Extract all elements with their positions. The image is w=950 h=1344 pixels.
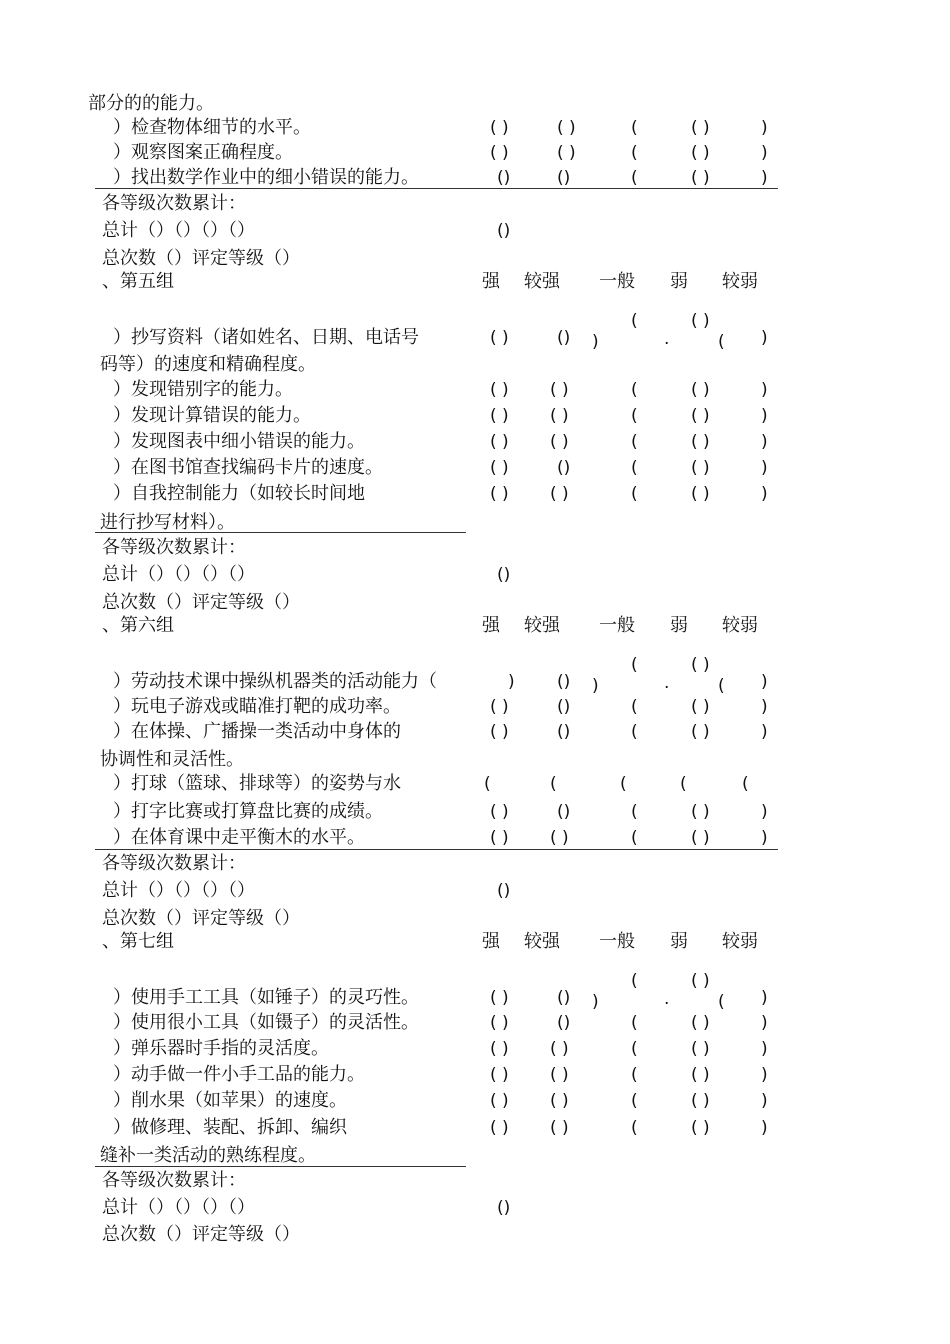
rating-mark: ) xyxy=(761,828,768,848)
rating-mark: ) xyxy=(761,458,768,478)
rating-mark: ( ) xyxy=(490,380,509,400)
total-mark: () xyxy=(497,881,511,901)
item-label: ）做修理、装配、拆卸、编织 xyxy=(113,1117,347,1138)
column-header-weak: 弱 xyxy=(670,615,688,636)
rating-mark: ( xyxy=(631,118,638,138)
rating-mark: ( xyxy=(631,802,638,822)
column-header-average: 一般 xyxy=(599,931,635,952)
rating-mark: ( xyxy=(631,1013,638,1033)
rating-mark: () xyxy=(557,802,571,822)
rating-mark: ( ) xyxy=(550,1065,569,1085)
rating-mark: ( xyxy=(631,722,638,742)
rating-mark: ( xyxy=(631,971,638,991)
item-label: ）发现错别字的能力。 xyxy=(113,379,293,400)
rating-mark: ( ) xyxy=(691,1091,710,1111)
rating-mark: ( ) xyxy=(557,118,576,138)
column-header-fairly-weak: 较弱 xyxy=(722,615,758,636)
rating-mark: ( ) xyxy=(550,1118,569,1138)
rating-mark: ( ) xyxy=(490,406,509,426)
rating-mark: () xyxy=(557,722,571,742)
rating-mark: ( ) xyxy=(490,988,509,1008)
rating-mark: ( ) xyxy=(490,1039,509,1059)
rating-mark: . xyxy=(664,989,670,1009)
rating-mark: ( ) xyxy=(691,1039,710,1059)
rating-mark: ) xyxy=(761,1065,768,1085)
item-label: ）玩电子游戏或瞄准打靶的成功率。 xyxy=(113,696,401,717)
total-mark: () xyxy=(497,565,511,585)
rating-mark: ) xyxy=(761,697,768,717)
rating-mark: ( ) xyxy=(691,828,710,848)
rating-mark: ( ) xyxy=(490,828,509,848)
rating-mark: ( xyxy=(620,774,627,794)
rating-mark: ( ) xyxy=(490,1065,509,1085)
column-header-strong: 强 xyxy=(482,271,500,292)
rating-mark: ( xyxy=(631,143,638,163)
column-header-strong: 强 xyxy=(482,615,500,636)
rating-mark: ( ) xyxy=(691,406,710,426)
rating-mark: ( xyxy=(631,432,638,452)
rating-mark: ( ) xyxy=(691,311,710,331)
cumulative-label: 各等级次数累计： xyxy=(102,537,246,558)
rating-mark: () xyxy=(557,988,571,1008)
rating-mark: ) xyxy=(761,406,768,426)
rating-mark: ( ) xyxy=(557,143,576,163)
column-header-weak: 弱 xyxy=(670,271,688,292)
column-header-strong: 强 xyxy=(482,931,500,952)
group-title: 、第五组 xyxy=(102,271,174,292)
rating-mark: ( xyxy=(631,697,638,717)
rating-mark: ( ) xyxy=(691,432,710,452)
column-header-average: 一般 xyxy=(599,615,635,636)
rating-mark: ( ) xyxy=(490,802,509,822)
rating-mark: ) xyxy=(508,672,515,692)
rating-mark: ( ) xyxy=(691,484,710,504)
rating-mark: ) xyxy=(761,1039,768,1059)
rating-mark: ( xyxy=(631,1039,638,1059)
rating-mark: ( ) xyxy=(550,432,569,452)
rating-mark: ( xyxy=(631,1118,638,1138)
group-title: 、第六组 xyxy=(102,615,174,636)
item-label: ）在图书馆查找编码卡片的速度。 xyxy=(113,457,383,478)
divider-line xyxy=(95,532,466,533)
rating-mark: () xyxy=(557,1013,571,1033)
total-mark: () xyxy=(497,1198,511,1218)
rating-mark: ) xyxy=(761,1118,768,1138)
cumulative-label: 各等级次数累计： xyxy=(102,193,246,214)
column-header-fairly-strong: 较强 xyxy=(524,615,560,636)
rating-mark: ( xyxy=(631,655,638,675)
rating-mark: ( xyxy=(550,774,557,794)
total-mark: () xyxy=(497,221,511,241)
column-header-weak: 弱 xyxy=(670,931,688,952)
group-title: 、第七组 xyxy=(102,931,174,952)
rating-mark: ( xyxy=(484,774,491,794)
column-header-fairly-weak: 较弱 xyxy=(722,271,758,292)
item-label: ）检查物体细节的水平。 xyxy=(113,117,311,138)
rating-mark: ) xyxy=(761,328,768,348)
rating-mark: () xyxy=(557,168,571,188)
rating-mark: ( xyxy=(631,1091,638,1111)
item-label: ）使用手工工具（如锤子）的灵巧性。 xyxy=(113,987,419,1008)
total-line: 总计（）（）（）（） xyxy=(102,220,255,241)
total-line: 总计（）（）（）（） xyxy=(102,880,255,901)
rating-mark: ( ) xyxy=(691,1118,710,1138)
column-header-fairly-weak: 较弱 xyxy=(722,931,758,952)
rating-mark: ) xyxy=(761,1013,768,1033)
rating-mark: () xyxy=(557,328,571,348)
rating-mark: ( xyxy=(718,992,725,1012)
item-label: ）在体育课中走平衡木的水平。 xyxy=(113,827,365,848)
rating-mark: ( ) xyxy=(691,655,710,675)
item-label: ）动手做一件小手工品的能力。 xyxy=(113,1064,365,1085)
rating-mark: ( ) xyxy=(691,1065,710,1085)
rating-mark: ( ) xyxy=(691,458,710,478)
rating-mark: ( ) xyxy=(691,802,710,822)
rating-mark: ( ) xyxy=(490,697,509,717)
item-label-continued: 进行抄写材料）。 xyxy=(100,512,235,533)
rating-mark: ( xyxy=(631,458,638,478)
rating-mark: ( ) xyxy=(490,432,509,452)
rating-mark: ) xyxy=(761,143,768,163)
rating-mark: ( ) xyxy=(550,828,569,848)
rating-mark: ( ) xyxy=(691,971,710,991)
rating-mark: ( ) xyxy=(691,168,710,188)
rating-mark: () xyxy=(497,168,511,188)
divider-line xyxy=(95,188,778,189)
rating-mark: ( ) xyxy=(550,406,569,426)
rating-mark: ( ) xyxy=(691,1013,710,1033)
rating-mark: ) xyxy=(761,380,768,400)
rating-mark: ( xyxy=(631,380,638,400)
column-header-fairly-strong: 较强 xyxy=(524,931,560,952)
item-label-continued: 协调性和灵活性。 xyxy=(100,749,244,770)
item-label: ）发现计算错误的能力。 xyxy=(113,405,311,426)
item-label: ）打字比赛或打算盘比赛的成绩。 xyxy=(113,801,383,822)
grade-line: 总次数（）评定等级（） xyxy=(102,248,300,269)
rating-mark: ( xyxy=(631,828,638,848)
rating-mark: ( ) xyxy=(490,1013,509,1033)
item-label: ）使用很小工具（如镊子）的灵活性。 xyxy=(113,1012,419,1033)
rating-mark: ) xyxy=(761,118,768,138)
rating-mark: ) xyxy=(592,676,599,696)
rating-mark: . xyxy=(664,673,670,693)
rating-mark: ) xyxy=(761,802,768,822)
item-label: ）削水果（如苹果）的速度。 xyxy=(113,1090,347,1111)
rating-mark: ) xyxy=(761,432,768,452)
column-header-fairly-strong: 较强 xyxy=(524,271,560,292)
item-label: ）观察图案正确程度。 xyxy=(113,142,293,163)
total-line: 总计（）（）（）（） xyxy=(102,564,255,585)
rating-mark: ( xyxy=(631,1065,638,1085)
rating-mark: ( ) xyxy=(490,484,509,504)
rating-mark: () xyxy=(557,672,571,692)
item-label-continued: 缝补一类活动的熟练程度。 xyxy=(100,1145,316,1166)
item-label-continued: 码等）的速度和精确程度。 xyxy=(100,354,316,375)
rating-mark: ( ) xyxy=(550,484,569,504)
rating-mark: ( ) xyxy=(691,697,710,717)
rating-mark: ( ) xyxy=(490,118,509,138)
rating-mark: ) xyxy=(592,992,599,1012)
rating-mark: ( xyxy=(631,168,638,188)
column-header-average: 一般 xyxy=(599,271,635,292)
continued-text: 部分的的能力。 xyxy=(88,93,214,114)
rating-mark: ( ) xyxy=(550,1091,569,1111)
rating-mark: ( ) xyxy=(490,328,509,348)
item-label: ）发现图表中细小错误的能力。 xyxy=(113,431,365,452)
rating-mark: ( ) xyxy=(490,458,509,478)
item-label: ）在体操、广播操一类活动中身体的 xyxy=(113,721,401,742)
item-label: ）抄写资料（诸如姓名、日期、电话号 xyxy=(113,327,419,348)
rating-mark: ( ) xyxy=(691,722,710,742)
grade-line: 总次数（）评定等级（） xyxy=(102,908,300,929)
rating-mark: ( xyxy=(631,484,638,504)
item-label: ）劳动技术课中操纵机器类的活动能力（ xyxy=(113,671,437,692)
divider-line xyxy=(95,849,778,850)
rating-mark: ( ) xyxy=(550,1039,569,1059)
grade-line: 总次数（）评定等级（） xyxy=(102,592,300,613)
rating-mark: ) xyxy=(592,332,599,352)
cumulative-label: 各等级次数累计： xyxy=(102,853,246,874)
rating-mark: ( ) xyxy=(490,1091,509,1111)
rating-mark: ) xyxy=(761,484,768,504)
grade-line: 总次数（）评定等级（） xyxy=(102,1224,300,1245)
item-label: ）找出数学作业中的细小错误的能力。 xyxy=(113,167,419,188)
rating-mark: ( xyxy=(718,676,725,696)
divider-line xyxy=(95,1166,466,1167)
rating-mark: . xyxy=(664,329,670,349)
item-label: ）弹乐器时手指的灵活度。 xyxy=(113,1038,329,1059)
item-label: ）打球（篮球、排球等）的姿势与水 xyxy=(113,773,401,794)
rating-mark: () xyxy=(557,697,571,717)
rating-mark: ( xyxy=(680,774,687,794)
rating-mark: ( ) xyxy=(490,143,509,163)
rating-mark: ( ) xyxy=(490,722,509,742)
rating-mark: () xyxy=(557,458,571,478)
item-label: ）自我控制能力（如较长时间地 xyxy=(113,483,365,504)
rating-mark: ( xyxy=(631,311,638,331)
rating-mark: ) xyxy=(761,988,768,1008)
rating-mark: ) xyxy=(761,672,768,692)
rating-mark: ( ) xyxy=(691,143,710,163)
rating-mark: ( xyxy=(742,774,749,794)
rating-mark: ( ) xyxy=(691,380,710,400)
rating-mark: ) xyxy=(761,168,768,188)
cumulative-label: 各等级次数累计： xyxy=(102,1170,246,1191)
rating-mark: ( xyxy=(631,406,638,426)
rating-mark: ) xyxy=(761,722,768,742)
rating-mark: ) xyxy=(761,1091,768,1111)
rating-mark: ( ) xyxy=(550,380,569,400)
rating-mark: ( xyxy=(718,332,725,352)
rating-mark: ( ) xyxy=(490,1118,509,1138)
total-line: 总计（）（）（）（） xyxy=(102,1197,255,1218)
rating-mark: ( ) xyxy=(691,118,710,138)
